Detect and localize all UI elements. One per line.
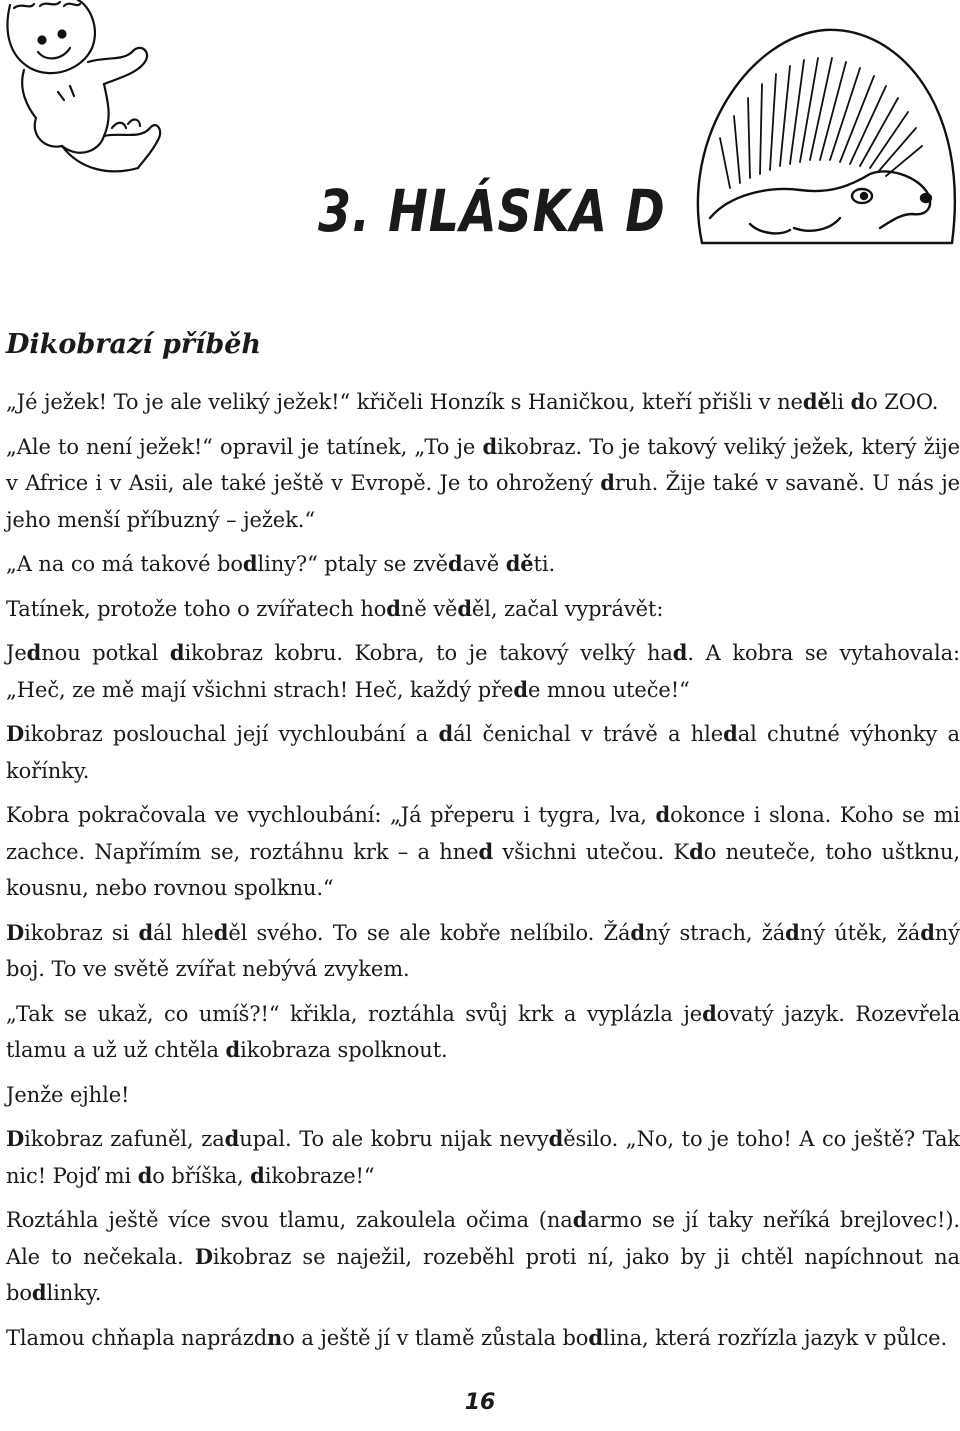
text-run: o ZOO. bbox=[865, 390, 939, 414]
text-run: lina, která rozřízla jazyk v půlce. bbox=[602, 1325, 948, 1350]
highlighted-letter: d bbox=[169, 640, 185, 665]
text-run: ovatý jazyk. Rozevřela tlamu a už už chtěla bbox=[6, 1001, 960, 1062]
text-run: Je bbox=[6, 641, 27, 665]
text-run: všichni utečou. K bbox=[493, 839, 690, 864]
highlighted-letter: D bbox=[194, 1243, 213, 1269]
text-run: ěl, začal vyprávět: bbox=[471, 596, 664, 621]
text-run: „Jé ježek! To je ale veliký ježek!“ křičeli Honzík s Haničkou, kteří přišli v ne bbox=[6, 390, 803, 414]
doll-illustration bbox=[0, 0, 175, 190]
text-run: e mnou uteče!“ bbox=[527, 677, 690, 702]
text-run: ikobraz kobru. Kobra, to je takový velký ha bbox=[184, 641, 673, 665]
highlighted-letter: d bbox=[600, 470, 615, 495]
text-run: „Tak se ukaž, co umíš?!“ křikla, roztáhla svůj krk a vyplázla je bbox=[6, 1001, 703, 1026]
text-run: li bbox=[830, 390, 851, 414]
highlighted-letter: D bbox=[6, 919, 25, 945]
story-text bbox=[6, 384, 960, 1364]
highlighted-letter: d bbox=[138, 919, 154, 945]
story-paragraph bbox=[6, 1202, 960, 1312]
text-run: ikobraz si bbox=[24, 920, 139, 945]
highlighted-letter: n bbox=[267, 1324, 283, 1350]
story-paragraph bbox=[6, 384, 960, 421]
highlighted-letter: d bbox=[137, 1162, 153, 1188]
highlighted-letter: d bbox=[548, 1126, 564, 1151]
highlighted-letter: d bbox=[513, 676, 528, 702]
highlighted-letter: d bbox=[723, 721, 738, 746]
text-run: „Ale to není ježek!“ opravil je tatínek, „To je bbox=[6, 434, 483, 459]
text-run: ikobraz poslouchal její vychloubání a bbox=[24, 722, 439, 746]
highlighted-letter: d bbox=[572, 1207, 588, 1232]
text-run: upal. To ale kobru nijak nevy bbox=[239, 1127, 549, 1151]
highlighted-letter: d bbox=[26, 640, 42, 665]
highlighted-letter: D bbox=[6, 1126, 25, 1151]
highlighted-letter: dě bbox=[802, 389, 831, 414]
hedgehog-illustration bbox=[690, 18, 960, 248]
text-run: . A kobra se vytahovala: „Heč, ze mě mají všichni strach! Heč, každý pře bbox=[6, 641, 960, 702]
text-run: armo se jí taky neříká brejlovec!). Ale to nečekala. bbox=[6, 1208, 960, 1269]
highlighted-letter: d bbox=[655, 802, 671, 827]
story-paragraph bbox=[6, 429, 960, 539]
text-run: o a ještě jí v tlamě zůstala bo bbox=[282, 1325, 589, 1350]
highlighted-letter: d bbox=[689, 838, 704, 864]
text-run: ěsilo. „No, to je toho! A co ještě? Tak nic! Pojď mi bbox=[6, 1127, 960, 1188]
text-run: okonce i slona. Koho se mi zachce. Napřímím se, roztáhnu krk – a hne bbox=[6, 803, 960, 864]
highlighted-letter: d bbox=[250, 1162, 265, 1188]
text-run: ti. bbox=[533, 552, 556, 576]
highlighted-letter: d bbox=[672, 640, 688, 665]
text-run: Kobra pokračovala ve vychloubání: „Já přeperu i tygra, lva, bbox=[6, 803, 656, 827]
text-run: linky. bbox=[46, 1281, 102, 1305]
story-paragraph bbox=[6, 1121, 960, 1194]
highlighted-letter: d bbox=[224, 1126, 240, 1151]
text-run: al chutné výhonky a kořínky. bbox=[6, 722, 960, 783]
text-run: Roztáhla ještě více svou tlamu, zakoulela očima (na bbox=[6, 1208, 573, 1232]
story-paragraph bbox=[6, 1320, 960, 1357]
story-paragraph bbox=[6, 797, 960, 907]
text-run: Tatínek, protože toho o zvířatech ho bbox=[6, 596, 387, 621]
highlighted-letter: d bbox=[482, 433, 498, 459]
chapter-title: 3. HLÁSKA D bbox=[318, 177, 666, 245]
text-run: ný boj. To ve světě zvířat nebývá zvykem. bbox=[6, 920, 960, 981]
text-run: ikobraza spolknout. bbox=[240, 1038, 448, 1062]
story-paragraph bbox=[6, 546, 960, 583]
highlighted-letter: d bbox=[630, 919, 645, 945]
highlighted-letter: d bbox=[588, 1324, 603, 1350]
text-run: o neuteče, toho uštknu, kousnu, nebo rovnou spolknu.“ bbox=[6, 839, 960, 900]
text-run: o bříška, bbox=[152, 1163, 251, 1188]
highlighted-letter: D bbox=[6, 721, 25, 746]
highlighted-letter: d bbox=[386, 595, 401, 621]
highlighted-letter: d bbox=[225, 1037, 241, 1062]
text-run: ný útěk, žá bbox=[799, 920, 921, 945]
text-run: „A na co má takové bo bbox=[6, 552, 243, 576]
text-run: liny?“ ptaly se zvě bbox=[257, 552, 448, 576]
text-run: ál hle bbox=[153, 920, 214, 945]
text-run: ikobraz zafuněl, za bbox=[24, 1127, 225, 1151]
highlighted-letter: d bbox=[242, 551, 258, 576]
text-run: ný strach, žá bbox=[644, 920, 786, 945]
highlighted-letter: d bbox=[785, 919, 800, 945]
text-run: ruh. Žije také v savaně. U nás je jeho menší příbuzný – ježek.“ bbox=[6, 471, 960, 532]
story-title: Dikobrazí příběh bbox=[6, 329, 262, 360]
highlighted-letter: d bbox=[850, 389, 866, 414]
text-run: Jenže ejhle! bbox=[6, 1082, 130, 1107]
highlighted-letter: d bbox=[702, 1000, 717, 1026]
highlighted-letter: d bbox=[448, 551, 463, 576]
text-run: ikobraz se naježil, rozeběhl proti ní, jako by ji chtěl napíchnout na bo bbox=[6, 1244, 960, 1305]
highlighted-letter: d bbox=[213, 919, 229, 945]
text-run: Tlamou chňapla naprázd bbox=[6, 1325, 268, 1350]
story-paragraph bbox=[6, 996, 960, 1069]
highlighted-letter: d bbox=[438, 721, 454, 746]
text-run: avě bbox=[462, 552, 506, 576]
text-run: ikobraz. To je takový veliký ježek, který žije v Africe i v Asii, ale také ještě v Evropě. Je to ohrožený bbox=[6, 434, 960, 495]
story-paragraph bbox=[6, 915, 960, 988]
highlighted-letter: d bbox=[31, 1280, 47, 1305]
text-run: ál čenichal v trávě a hle bbox=[453, 722, 724, 746]
highlighted-letter: d bbox=[920, 919, 935, 945]
story-paragraph bbox=[6, 716, 960, 789]
highlighted-letter: d bbox=[457, 595, 472, 621]
highlighted-letter: dě bbox=[505, 551, 534, 576]
text-run: ěl svého. To se ale kobře nelíbilo. Žá bbox=[228, 920, 631, 945]
story-paragraph bbox=[6, 1077, 960, 1114]
text-run: ikobraze!“ bbox=[264, 1163, 375, 1188]
text-run: ně vě bbox=[400, 596, 458, 621]
story-paragraph bbox=[6, 635, 960, 708]
page-number: 16 bbox=[464, 1390, 496, 1415]
text-run: nou potkal bbox=[41, 641, 170, 665]
highlighted-letter: d bbox=[478, 838, 494, 864]
story-paragraph bbox=[6, 591, 960, 628]
